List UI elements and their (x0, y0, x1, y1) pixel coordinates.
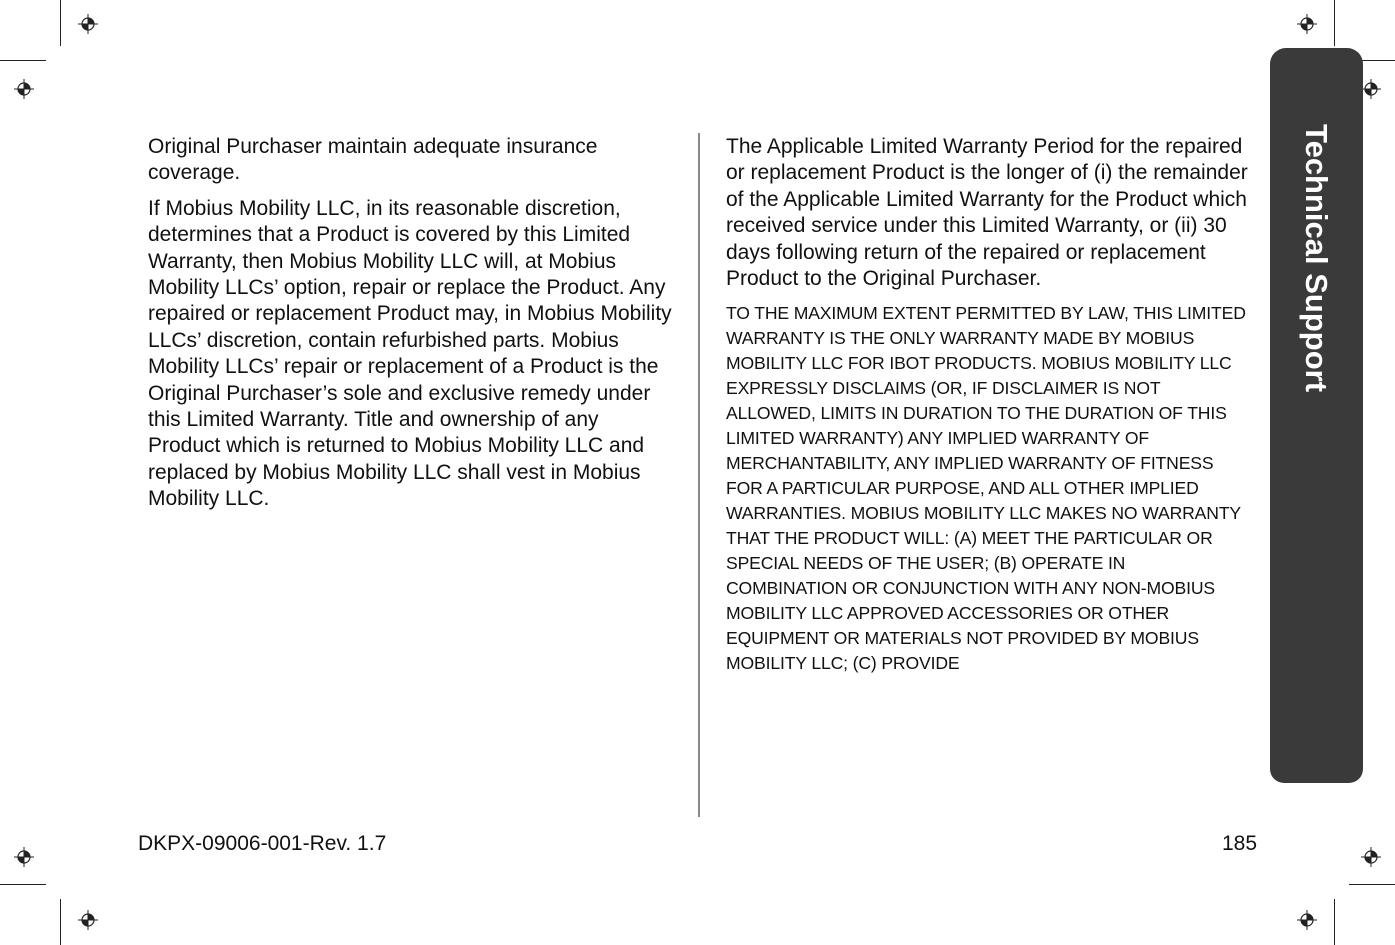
registration-mark-icon (1361, 79, 1381, 99)
registration-mark-icon (78, 14, 98, 34)
crop-mark (0, 884, 46, 885)
crop-mark (60, 899, 61, 945)
crop-mark (1334, 0, 1335, 46)
registration-mark-icon (14, 847, 34, 867)
column-divider (698, 133, 700, 817)
crop-mark (60, 0, 61, 46)
paragraph: Original Purchaser maintain adequate insurance coverage. (148, 135, 598, 185)
registration-mark-icon (1297, 910, 1317, 930)
disclaimer-paragraph: TO THE MAXIMUM EXTENT PERMITTED BY LAW, THIS LIMITED WARRANTY IS THE ONLY WARRANTY MADE BY MOBIUS MOBILITY LLC FOR IBOT PRODUCTS. MOBIUS MOBILITY LLC EXPRESSLY DISCLAIMS (OR, IF DISCLAIMER IS NOT ALLOWED, LIMITS IN DURATION TO THE DURATION OF THIS LIMITED WARRANTY) ANY IMPLIED WARRANTY OF MERCHANTABILITY, ANY IMPLIED WARRANTY OF FITNESS FOR A PARTICULAR PURPOSE, AND ALL OTHER IMPLIED WARRANTIES. MOBIUS MOBILITY LLC MAKES NO WARRANTY THAT THE PRODUCT WILL: (A) MEET THE PARTICULAR OR SPECIAL NEEDS OF THE USER; (B) OPERATE IN COMBINATION OR CONJUNCTION WITH ANY NON-MOBIUS MOBILITY LLC APPROVED ACCESSORIES OR OTHER EQUIPMENT OR MATERIALS NOT PROVIDED BY MOBIUS MOBILITY LLC; (C) PROVIDE (726, 303, 1246, 674)
paragraph: The Applicable Limited Warranty Period for the repaired or replacement Product is the longer of (i) the remainder of the Applicable Limited Warranty for the Product which received service under this Limited Warranty, or (ii) 30 days following return of the repaired or replacement Product to the Original Purchaser. (726, 135, 1248, 291)
right-column (726, 134, 1248, 676)
page-number: 185 (1222, 832, 1258, 855)
document-id: DKPX-09006-001-Rev. 1.7 (138, 832, 387, 855)
crop-mark (0, 60, 46, 61)
crop-mark (1349, 884, 1395, 885)
registration-mark-icon (14, 79, 34, 99)
registration-mark-icon (1297, 14, 1317, 34)
registration-mark-icon (1361, 847, 1381, 867)
crop-mark (1334, 899, 1335, 945)
left-column (148, 134, 676, 513)
section-tab-label: Technical Support (1299, 123, 1334, 393)
paragraph: If Mobius Mobility LLC, in its reasonable discretion, determines that a Product is covered by this Limited Warranty, then Mobius Mobility LLC will, at Mobius Mobility LLCs’ option, repair or replace the Product. Any repaired or replacement Product may, in Mobius Mobility LLCs’ discretion, contain refurbished parts. Mobius Mobility LLCs’ repair or replacement of a Product is the Original Purchaser’s sole and exclusive remedy under this Limited Warranty. Title and ownership of any Product which is returned to Mobius Mobility LLC and replaced by Mobius Mobility LLC shall vest in Mobius Mobility LLC. (148, 196, 672, 511)
registration-mark-icon (78, 910, 98, 930)
